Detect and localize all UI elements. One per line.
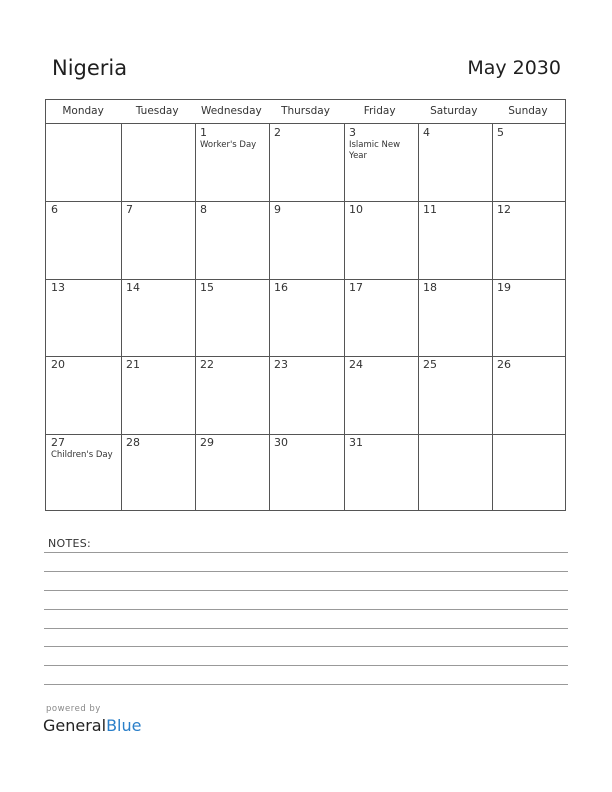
day-cell[interactable]: [269, 201, 344, 279]
day-cell[interactable]: [344, 201, 418, 279]
day-cell[interactable]: [46, 434, 121, 510]
brand-general: General: [43, 716, 107, 735]
day-number: 22: [200, 358, 214, 371]
day-cell[interactable]: [195, 279, 269, 356]
day-cell[interactable]: [121, 124, 195, 201]
holiday-label: Worker's Day: [200, 140, 257, 150]
notes-line[interactable]: [44, 628, 568, 629]
day-cell[interactable]: [492, 279, 567, 356]
day-number: 20: [51, 358, 65, 371]
day-cell[interactable]: [492, 201, 567, 279]
column-divider: [121, 124, 122, 510]
day-cell[interactable]: [46, 356, 121, 434]
notes-line[interactable]: [44, 646, 568, 647]
day-number: 3: [349, 126, 356, 139]
day-number: 4: [423, 126, 430, 139]
month-year-title: May 2030: [467, 57, 561, 79]
day-cell[interactable]: [344, 124, 418, 201]
calendar-days: [46, 124, 565, 510]
day-cell[interactable]: [492, 434, 567, 510]
weekday-tuesday: Tuesday: [135, 105, 179, 117]
day-cell[interactable]: [195, 124, 269, 201]
day-cell[interactable]: [195, 434, 269, 510]
day-number: 12: [497, 203, 511, 216]
calendar-grid: [45, 99, 566, 511]
column-divider: [269, 124, 270, 510]
powered-by-text: powered by: [46, 704, 101, 714]
notes-line[interactable]: [44, 571, 568, 572]
day-cell[interactable]: [46, 279, 121, 356]
day-number: 24: [349, 358, 363, 371]
notes-line[interactable]: [44, 590, 568, 591]
day-number: 6: [51, 203, 58, 216]
day-number: 19: [497, 281, 511, 294]
day-cell[interactable]: [269, 356, 344, 434]
weekday-header-row: [46, 100, 565, 124]
day-cell[interactable]: [492, 124, 567, 201]
day-number: 2: [274, 126, 281, 139]
day-cell[interactable]: [418, 356, 492, 434]
notes-line[interactable]: [44, 609, 568, 610]
day-number: 21: [126, 358, 140, 371]
day-cell[interactable]: [269, 124, 344, 201]
notes-line[interactable]: [44, 684, 568, 685]
day-number: 8: [200, 203, 207, 216]
day-cell[interactable]: [46, 124, 121, 201]
brand-blue: Blue: [106, 716, 142, 735]
day-cell[interactable]: [492, 356, 567, 434]
day-number: 28: [126, 436, 140, 449]
day-number: 13: [51, 281, 65, 294]
brand-logo[interactable]: [43, 716, 141, 735]
column-divider: [418, 124, 419, 510]
day-number: 17: [349, 281, 363, 294]
day-number: 30: [274, 436, 288, 449]
day-cell[interactable]: [418, 279, 492, 356]
day-cell[interactable]: [121, 356, 195, 434]
row-divider: [46, 434, 565, 435]
day-cell[interactable]: [269, 434, 344, 510]
day-number: 25: [423, 358, 437, 371]
day-number: 26: [497, 358, 511, 371]
day-number: 15: [200, 281, 214, 294]
day-number: 11: [423, 203, 437, 216]
day-number: 18: [423, 281, 437, 294]
weekday-saturday: Saturday: [430, 105, 478, 117]
day-cell[interactable]: [344, 356, 418, 434]
row-divider: [46, 356, 565, 357]
notes-line[interactable]: [44, 665, 568, 666]
day-cell[interactable]: [269, 279, 344, 356]
day-cell[interactable]: [418, 201, 492, 279]
day-number: 14: [126, 281, 140, 294]
day-number: 9: [274, 203, 281, 216]
day-cell[interactable]: [344, 434, 418, 510]
day-cell[interactable]: [121, 279, 195, 356]
row-divider: [46, 201, 565, 202]
day-number: 27: [51, 436, 65, 449]
day-number: 10: [349, 203, 363, 216]
weekday-friday: Friday: [363, 105, 396, 117]
weekday-wednesday: Wednesday: [200, 105, 262, 117]
day-cell[interactable]: [121, 201, 195, 279]
country-title: Nigeria: [52, 56, 128, 80]
day-cell[interactable]: [195, 356, 269, 434]
weekday-monday: Monday: [62, 105, 104, 117]
day-number: 7: [126, 203, 133, 216]
holiday-label: Children's Day: [51, 450, 113, 460]
day-cell[interactable]: [46, 201, 121, 279]
column-divider: [344, 124, 345, 510]
day-cell[interactable]: [344, 279, 418, 356]
column-divider: [492, 124, 493, 510]
day-number: 29: [200, 436, 214, 449]
day-number: 23: [274, 358, 288, 371]
notes-line[interactable]: [44, 552, 568, 553]
notes-label: NOTES:: [48, 537, 92, 550]
weekday-thursday: Thursday: [281, 105, 330, 117]
day-cell[interactable]: [418, 124, 492, 201]
day-number: 31: [349, 436, 363, 449]
row-divider: [46, 279, 565, 280]
weekday-sunday: Sunday: [508, 105, 548, 117]
day-number: 1: [200, 126, 207, 139]
holiday-label: Islamic New Year: [349, 140, 401, 161]
day-cell[interactable]: [121, 434, 195, 510]
day-number: 5: [497, 126, 504, 139]
day-cell[interactable]: [195, 201, 269, 279]
day-number: 16: [274, 281, 288, 294]
day-cell[interactable]: [418, 434, 492, 510]
column-divider: [195, 124, 196, 510]
